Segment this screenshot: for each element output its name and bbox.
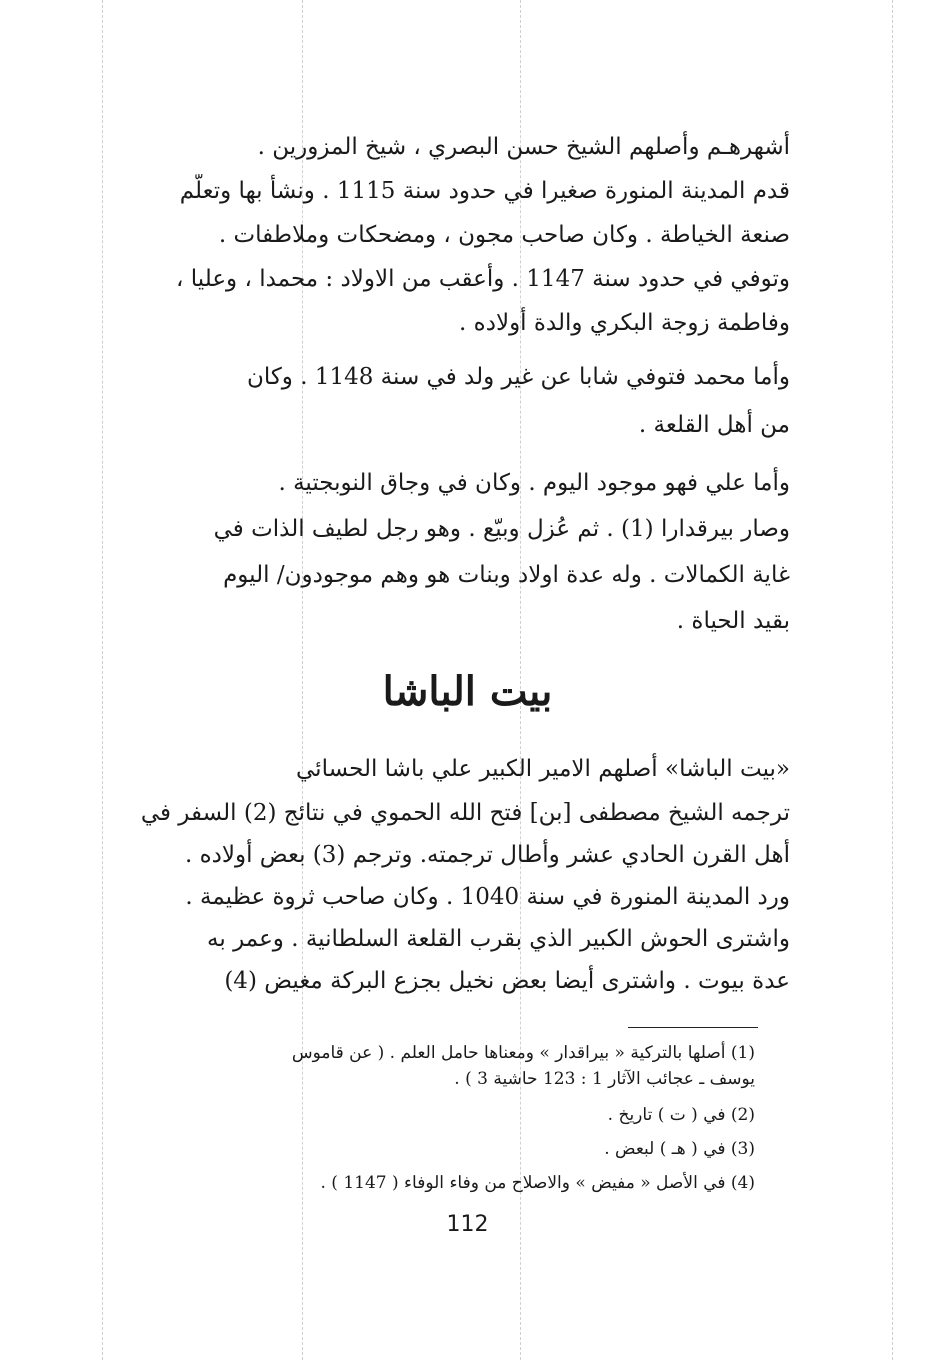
text-line: من أهل القلعة . — [638, 412, 790, 438]
text-line: صنعة الخياطة . وكان صاحب مجون ، ومضحكات وملاطفات . — [218, 222, 790, 248]
text-line: أهل القرن الحادي عشر وأطال ترجمته. وترجم (3) بعض أولاده . — [184, 842, 790, 868]
text-line: واشترى الحوش الكبير الذي بقرب القلعة السلطانية . وعمر به — [207, 926, 790, 952]
text-line: غاية الكمالات . وله عدة اولاد وبنات هو وهم موجودون/ اليوم — [223, 562, 790, 588]
footnote-line: (3) في ( هـ ) لبعض . — [604, 1139, 755, 1159]
text-line: بقيد الحياة . — [676, 608, 790, 634]
page-number: 112 — [446, 1212, 489, 1237]
text-line: وفاطمة زوجة البكري والدة أولاده . — [459, 310, 790, 336]
text-line: وتوفي في حدود سنة 1147 . وأعقب من الاولاد : محمدا ، وعليا ، — [176, 266, 790, 292]
section-heading: بيت الباشا — [382, 668, 553, 715]
text-line: ورد المدينة المنورة في سنة 1040 . وكان صاحب ثروة عظيمة . — [185, 884, 790, 910]
text-line: وصار بيرقدارا (1) . ثم عُزل وبيّع . وهو رجل لطيف الذات في — [213, 516, 790, 542]
footnote-separator — [628, 1027, 758, 1028]
text-line: «بيت الباشا» أصلهم الامير الكبير علي باشا الحسائي — [296, 756, 790, 782]
text-line: أشهرهـم وأصلهم الشيخ حسن البصري ، شيخ المزورين . — [257, 134, 790, 160]
footnote-line: (4) في الأصل « مفيض » والاصلاح من وفاء الوفاء ( 1147 ) . — [320, 1173, 755, 1193]
text-line: عدة بيوت . واشترى أيضا بعض نخيل بجزع البركة مغيض (4) — [224, 968, 790, 994]
footnote-line: (2) في ( ت ) تاريخ . — [607, 1105, 755, 1125]
footnote-line: يوسف ـ عجائب الآثار 1 : 123 حاشية 3 ) . — [454, 1069, 755, 1089]
text-line: قدم المدينة المنورة صغيرا في حدود سنة 1115 . ونشأ بها وتعلّم — [179, 178, 790, 204]
text-line: وأما محمد فتوفي شابا عن غير ولد في سنة 1148 . وكان — [246, 364, 790, 390]
text-line: ترجمه الشيخ مصطفى [بن] فتح الله الحموي في نتائج (2) السفر في — [140, 800, 790, 826]
footnote-line: (1) أصلها بالتركية « بيراقدار » ومعناها حامل العلم . ( عن قاموس — [291, 1043, 755, 1063]
text-line: وأما علي فهو موجود اليوم . وكان في وجاق النوبجتية . — [278, 470, 790, 496]
